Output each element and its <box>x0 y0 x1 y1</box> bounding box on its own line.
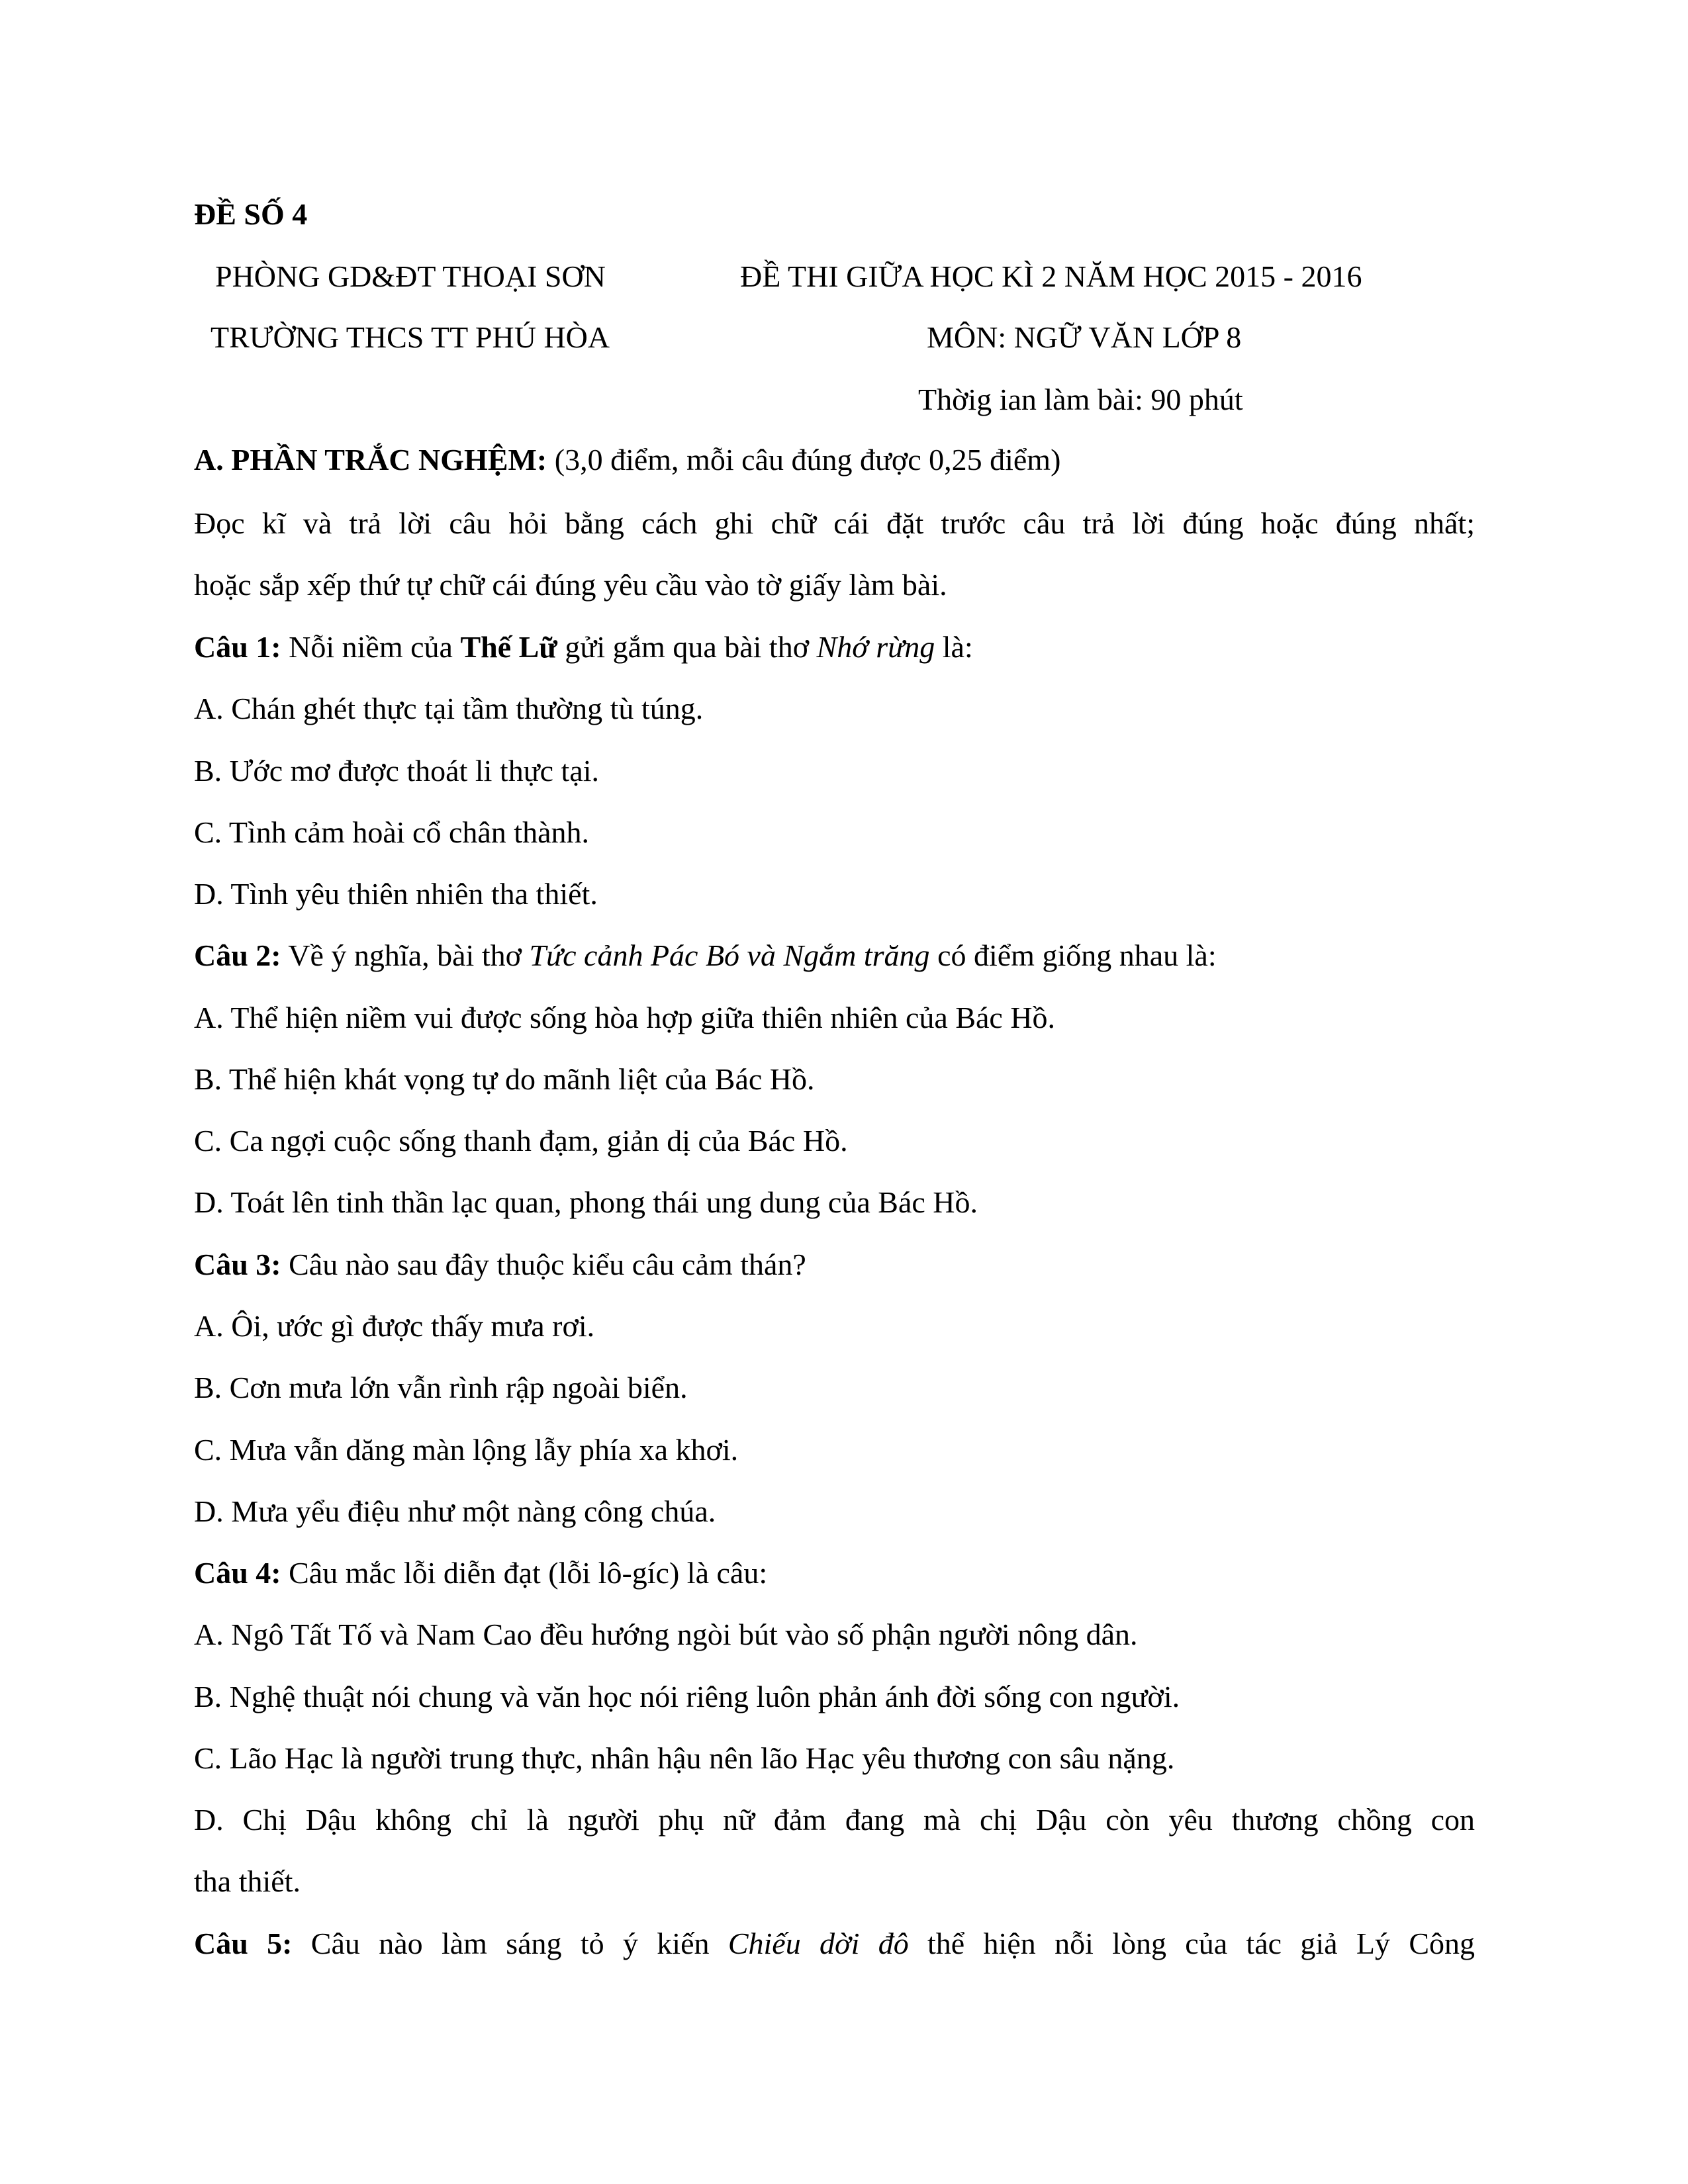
instruction-line-2: hoặc sắp xếp thứ tự chữ cái đúng yêu cầu vào tờ giấy làm bài. <box>194 568 947 602</box>
q4-option-d-line-1: D. Chị Dậu không chỉ là người phụ nữ đảm đang mà chị Dậu còn yêu thương chồng con <box>194 1803 1475 1837</box>
q4-option-d-line-2: tha thiết. <box>194 1864 301 1898</box>
school-name: TRƯỜNG THCS TT PHÚ HÒA <box>211 320 610 354</box>
q2-option-c: C. Ca ngợi cuộc sống thanh đạm, giản dị của Bác Hồ. <box>194 1124 848 1158</box>
department-name: PHÒNG GD&ĐT THOẠI SƠN <box>215 259 606 293</box>
question-1: Câu 1: Nỗi niềm của Thế Lữ gửi gắm qua bài thơ Nhớ rừng là: <box>194 630 973 664</box>
q1-option-a: A. Chán ghét thực tại tầm thường tù túng. <box>194 692 704 725</box>
exam-number: ĐỀ SỐ 4 <box>194 197 308 231</box>
q2-option-b: B. Thể hiện khát vọng tự do mãnh liệt của Bác Hồ. <box>194 1062 815 1096</box>
q4-option-c: C. Lão Hạc là người trung thực, nhân hậu nên lão Hạc yêu thương con sâu nặng. <box>194 1741 1175 1775</box>
q3-option-d: D. Mưa yểu điệu như một nàng công chúa. <box>194 1494 716 1528</box>
q1-option-c: C. Tình cảm hoài cổ chân thành. <box>194 815 589 849</box>
question-2: Câu 2: Về ý nghĩa, bài thơ Tức cảnh Pác Bó và Ngắm trăng có điểm giống nhau là: <box>194 938 1217 972</box>
question-3: Câu 3: Câu nào sau đây thuộc kiểu câu cảm thán? <box>194 1248 806 1281</box>
subject: MÔN: NGỮ VĂN LỚP 8 <box>927 320 1242 354</box>
q2-option-d: D. Toát lên tinh thần lạc quan, phong thái ung dung của Bác Hồ. <box>194 1185 978 1219</box>
time-limit: Thờig ian làm bài: 90 phút <box>918 383 1243 416</box>
section-a-heading: A. PHẦN TRẮC NGHỆM: (3,0 điểm, mỗi câu đúng được 0,25 điểm) <box>194 443 1061 477</box>
q3-option-b: B. Cơn mưa lớn vẫn rình rập ngoài biển. <box>194 1371 688 1404</box>
instruction-line-1: Đọc kĩ và trả lời câu hỏi bằng cách ghi chữ cái đặt trước câu trả lời đúng hoặc đúng nhất; <box>194 506 1475 540</box>
q4-option-b: B. Nghệ thuật nói chung và văn học nói riêng luôn phản ánh đời sống con người. <box>194 1680 1180 1713</box>
q2-option-a: A. Thể hiện niềm vui được sống hòa hợp giữa thiên nhiên của Bác Hồ. <box>194 1001 1056 1034</box>
q4-option-a: A. Ngô Tất Tố và Nam Cao đều hướng ngòi bút vào số phận người nông dân. <box>194 1617 1138 1651</box>
question-5: Câu 5: Câu nào làm sáng tỏ ý kiến Chiếu dời đô thể hiện nỗi lòng của tác giả Lý Công <box>194 1927 1475 1960</box>
q1-option-b: B. Ước mơ được thoát li thực tại. <box>194 754 600 788</box>
exam-title: ĐỀ THI GIỮA HỌC KÌ 2 NĂM HỌC 2015 - 2016 <box>740 259 1362 293</box>
q3-option-c: C. Mưa vẫn dăng màn lộng lẫy phía xa khơi. <box>194 1433 739 1467</box>
q3-option-a: A. Ôi, ước gì được thấy mưa rơi. <box>194 1309 595 1343</box>
q1-option-d: D. Tình yêu thiên nhiên tha thiết. <box>194 877 598 911</box>
question-4: Câu 4: Câu mắc lỗi diễn đạt (lỗi lô-gíc) là câu: <box>194 1556 768 1590</box>
